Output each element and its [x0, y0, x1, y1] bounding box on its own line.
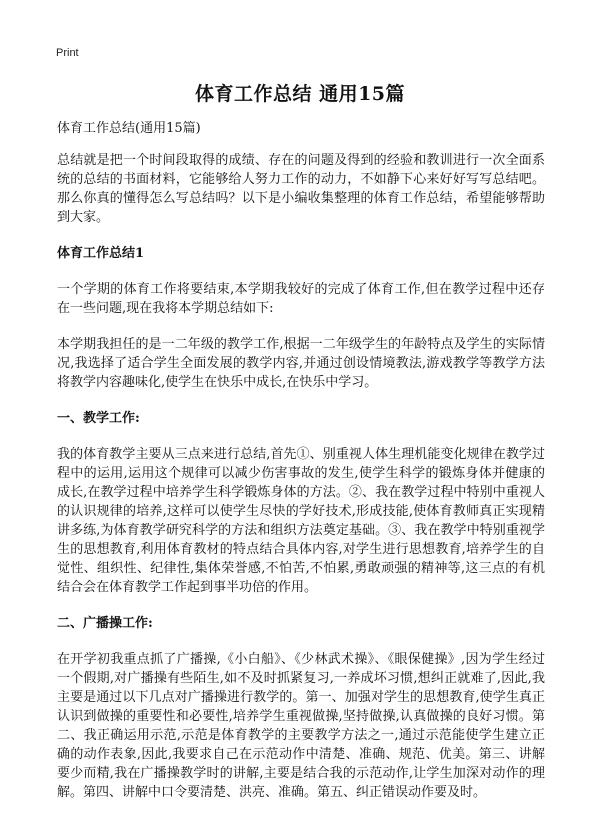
section-heading-1: 体育工作总结1 — [57, 246, 145, 261]
heading-exercise-work: 二、广播操工作: — [57, 616, 153, 631]
paragraph-opening: 一个学期的体育工作将要结束,本学期我较好的完成了体育工作,但在教学过程中还存在一些问题,现在我将本学期总结如下: — [57, 282, 545, 316]
intro-paragraph: 总结就是把一个时间段取得的成绩、存在的问题及得到的经验和教训进行一次全面系统的总结的书面材料，它能够给人努力工作的动力，不如静下心来好好写写总结吧。那么你真的懂得怎么写总结吗？以下是小编收集整理的体育工作总结，希望能够帮助到大家。 — [57, 153, 545, 225]
paragraph-teaching-work: 我的体育教学主要从三点来进行总结,首先①、别重视人体生理机能变化规律在教学过程中的运用,运用这个规律可以减少伤害事故的发生,使学生科学的锻炼身体并健康的成长,在教学过程中培养学生科学锻炼身体的方法。②、我在教学过程中特别中重视人的认识规律的培养,这样可以使学生尽快的学好技术,形成技能,使体育教师真正实现精讲多练,为体育教学研究科学的方法和组织方法奠定基础。③、我在教学中特别重视学生的思想教育,利用体育教材的特点结合具体内容,对学生进行思想教育,培养学生的自觉性、组织性、纪律性,集体荣誉感,不怕苦,不怕累,勇敢顽强的精神等,这三点的有机结合会在体育教学工作起到事半功倍的作用。 — [57, 447, 545, 595]
print-label: Print — [56, 47, 79, 59]
document-subtitle: 体育工作总结(通用15篇) — [57, 121, 201, 136]
paragraph-semester: 本学期我担任的是一二年级的教学工作,根据一二年级学生的年龄特点及学生的实际情况,我选择了适合学生全面发展的教学内容,并通过创设情境教法,游戏教学等教学方法将教学内容趣味化,使学生在快乐中成长,在快乐中学习。 — [57, 337, 545, 390]
document-body — [57, 119, 545, 802]
page-title: 体育工作总结 通用15篇 — [194, 83, 406, 105]
heading-teaching-work: 一、教学工作: — [57, 411, 140, 426]
paragraph-exercise-work: 在开学初我重点抓了广播操,《小白船》、《少林武术操》、《眼保健操》,因为学生经过一个假期,对广播操有些陌生,如不及时抓紧复习,一养成坏习惯,想纠正就难了,因此,我主要是通过以下几点对广播操进行教学的。第一、加强对学生的思想教育,使学生真正认识到做操的重要性和必要性,培养学生重视做操,坚持做操,认真做操的良好习惯。第二、我正确运用示范,示范是体育教学的主要教学方法之一,通过示范能使学生建立正确的动作表象,因此,我要求自己在示范动作中清楚、准确、规范、优美。第三、讲解要少而精,我在广播操教学时的讲解,主要是结合我的示范动作,让学生加深对动作的理解。第四、讲解中口令要清楚、洪亮、准确。第五、纠正错误动作要及时。 — [57, 652, 545, 800]
